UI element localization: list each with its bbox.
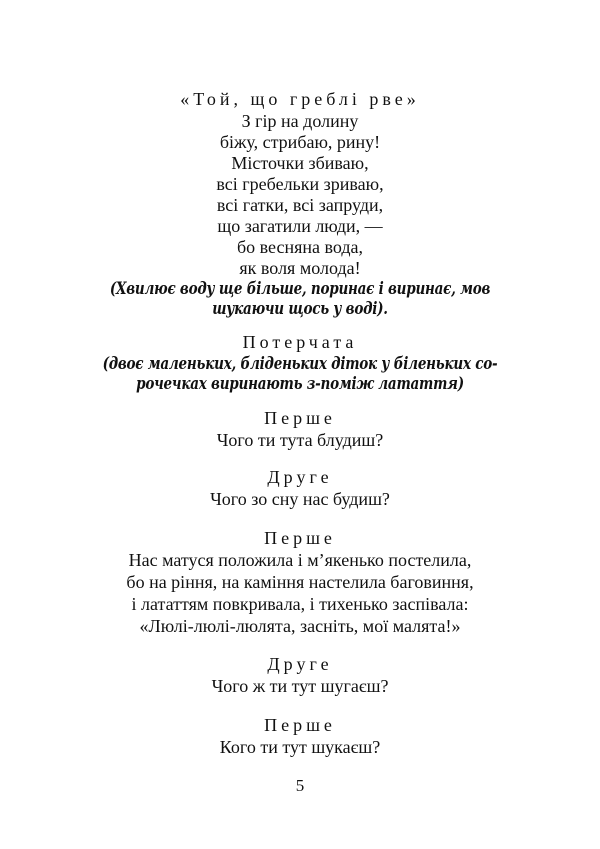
page-number: 5 — [295, 776, 305, 795]
verse-line: Чого ж ти тут шугаєш? — [211, 676, 389, 696]
stage-direction: рочечках виринають з-поміж латаття) — [136, 374, 464, 393]
verse-line: біжу, стрибаю, рину! — [219, 132, 381, 152]
speaker-name: Друге — [267, 467, 333, 487]
verse-line: Чого ти тута блудиш? — [216, 430, 384, 450]
verse-line: що загатили люди, — — [217, 216, 383, 236]
verse-line: бо весняна вода, — [236, 237, 364, 257]
verse-line: Місточки збиваю, — [231, 153, 369, 173]
verse-line: всі гатки, всі запруди, — [216, 195, 384, 215]
verse-line: бо на рiння, на камiння настелила баговиння, — [126, 572, 474, 592]
stage-direction: (двоє маленьких, бліденьких діток у біленьких со- — [102, 354, 498, 373]
verse-line: Кого ти тут шукаєш? — [219, 737, 381, 757]
verse-line: Нас матуся положила і м’якенько постелила, — [128, 550, 472, 570]
stage-direction: (Хвилює воду ще більше, поринає і виринає, мов — [109, 279, 491, 298]
verse-line: всі гребельки зриваю, — [216, 174, 384, 194]
speaker-name: Друге — [267, 654, 333, 674]
speaker-name: «Той, що греблі рве» — [180, 89, 420, 109]
verse-line: і лататтям повкривала, і тихенько заспівала: — [131, 594, 469, 614]
verse-line: як воля молода! — [239, 258, 361, 278]
speaker-name: Перше — [264, 408, 336, 428]
stage-direction: шукаючи щось у воді). — [212, 299, 388, 318]
speaker-name: Потерчата — [242, 332, 358, 352]
verse-line: Чого зо сну нас будиш? — [210, 489, 390, 509]
speaker-name: Перше — [264, 715, 336, 735]
verse-line: З гір на долину — [241, 111, 359, 131]
verse-line: «Люлі-люлі-люлята, засніть, мої малята!» — [139, 616, 461, 636]
speaker-name: Перше — [264, 528, 336, 548]
